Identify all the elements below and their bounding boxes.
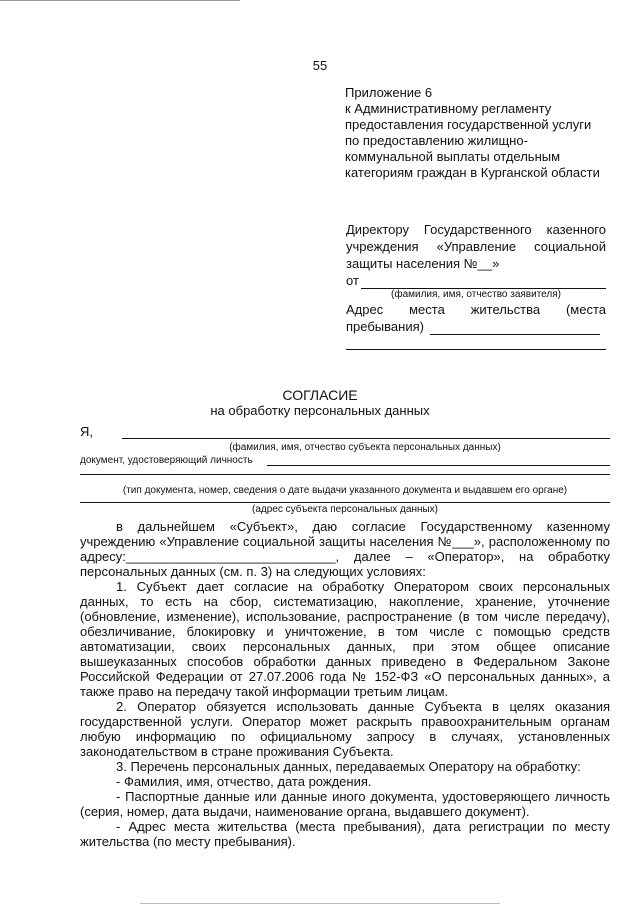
data-list-item: - Адрес места жительства (места пребывания), дата регистрации по месту жительства (по месту пребывания). [80, 819, 610, 849]
consent-clause-2: 2. Оператор обязуется использовать данные Субъекта в целях оказания государственной услуги. Оператор может раскрыть правоохранительным органам любую информацию по официальному запросу в случаях, установленных законодательством в стране проживания Субъекта. [80, 699, 610, 759]
addressee-line-2: учреждения «Управление социальной [346, 239, 606, 254]
document-label: документ, удостоверяющий личность [80, 455, 253, 466]
appendix-line: коммунальной выплаты отдельным [345, 149, 561, 164]
appendix-line: к Административному регламенту [345, 101, 552, 116]
scan-bottom-edge [140, 903, 500, 904]
address-label-line-2: пребывания) [346, 319, 424, 334]
subject-address-caption: (адрес субъекта персональных данных) [251, 504, 439, 515]
scan-top-edge [0, 0, 240, 1]
fio-row [80, 424, 610, 439]
document-row [80, 452, 610, 466]
from-row [346, 272, 606, 289]
consent-intro: в дальнейшем «Субъект», даю согласие Государственному казенному учреждению «Управление социальной защиты населения №___», расположенному по адресу:_____________________________, далее – «Оператор», на обработку персональных данных (см. п. 3) на следующих условиях: [80, 519, 610, 579]
data-list-item: - Фамилия, имя, отчество, дата рождения. [116, 774, 372, 789]
consent-clause-1: 1. Субъект дает согласие на обработку Оператором своих персональных данных, то есть на сбор, систематизацию, накопление, хранение, уточнение (обновление, изменение), использование, распространение (в том числе передачу), обезличивание, блокировку и уничтожение, в том числе с помощью средств автоматизации, своих персональных данных, при этом общее описание вышеуказанных способов обработки данных приведено в Федеральном Законе Российской Федерации от 27.07.2006 года № 152-ФЗ «О персональных данных», а также право на передачу такой информации третьим лицам. [80, 579, 610, 699]
addressee-line-3: защиты населения №__» [346, 256, 500, 271]
subject-address-field[interactable] [80, 494, 610, 503]
appendix-line: Приложение 6 [345, 85, 433, 100]
data-list-item: - Паспортные данные или данные иного документа, удостоверяющего личность (серия, номер, дата выдачи, наименование органа, выдавшего документ). [80, 789, 610, 819]
document-subtitle: на обработку персональных данных [210, 403, 430, 418]
applicant-name-field[interactable] [361, 275, 606, 289]
addressee-block [346, 221, 606, 350]
appendix-block [345, 85, 610, 181]
applicant-name-caption: (фамилия, имя, отчество заявителя) [391, 289, 561, 300]
appendix-line: категориям граждан в Курганской области [345, 165, 600, 180]
from-label: от [346, 273, 359, 288]
addressee-line-1: Директору Государственного казенного [346, 222, 606, 237]
i-label: Я, [80, 424, 93, 439]
identity-document-caption: (тип документа, номер, сведения о дате выдачи указанного документа и выдавшем его органе) [122, 485, 568, 496]
subject-name-caption: (фамилия, имя, отчество субъекта персональных данных) [229, 442, 501, 453]
address-label-line-1: Адрес места жительства (места [346, 302, 606, 317]
identity-document-field-2[interactable] [80, 466, 610, 475]
applicant-address-field[interactable] [430, 321, 600, 335]
consent-clause-3: 3. Перечень персональных данных, передаваемых Оператору на обработку: [116, 759, 581, 774]
subject-name-field[interactable] [122, 425, 610, 439]
appendix-line: по предоставлению жилищно- [345, 133, 528, 148]
document-title: СОГЛАСИЕ [282, 387, 358, 403]
address-row [346, 318, 606, 335]
applicant-address-field-2[interactable] [346, 337, 606, 350]
page-number: 55 [312, 58, 328, 73]
identity-document-field[interactable] [267, 452, 610, 466]
appendix-line: предоставления государственной услуги [345, 117, 592, 132]
consent-body [80, 519, 610, 849]
